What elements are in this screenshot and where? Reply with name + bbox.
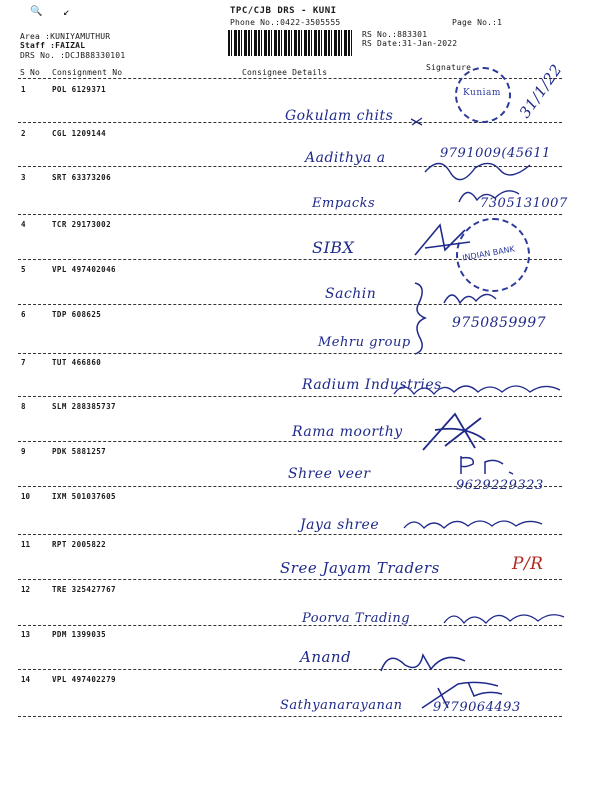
row-sno: 9: [21, 447, 26, 456]
row-consignment: RPT 2005822: [52, 540, 107, 549]
signature-scribble-7: [455, 452, 525, 480]
row-handwriting: Shree veer: [288, 466, 371, 482]
row-handwriting: Anand: [300, 648, 352, 666]
signature-date: 31/1/22: [515, 60, 566, 122]
row-handwriting: Gokulam chits: [285, 108, 394, 124]
page-number: Page No.:1: [452, 18, 503, 27]
row-consignment: SRT 63373206: [52, 173, 111, 182]
stamp-text: INDIAN BANK: [461, 244, 516, 263]
row-handwriting: Sachin: [325, 286, 377, 302]
row-divider: [18, 579, 562, 580]
col-consignment: Consignment No: [52, 68, 123, 77]
row-consignment: SLM 288385737: [52, 402, 116, 411]
signature-scribble-10: [375, 645, 475, 675]
signature-scribble-8: [400, 512, 550, 538]
row-consignment: TDP 608625: [52, 310, 102, 319]
row-consignment: TRE 325427767: [52, 585, 116, 594]
row-sno: 5: [21, 265, 26, 274]
rs-number: RS No.:883301: [362, 30, 428, 39]
barcode: [228, 30, 354, 56]
arrow-icon: ↙: [63, 5, 70, 18]
col-consignee: Consignee Details: [242, 68, 328, 77]
row-sno: 13: [21, 630, 31, 639]
signature-scribble-2: [455, 182, 525, 212]
drs-number: DRS No. :DCJB88330101: [20, 51, 126, 60]
row-handwriting: Jaya shree: [300, 517, 380, 533]
row-consignment: PDM 1399035: [52, 630, 107, 639]
row-sno: 10: [21, 492, 31, 501]
row-consignment: VPL 497402046: [52, 265, 116, 274]
signature-scribble-1: [420, 150, 540, 185]
row-handwriting: Empacks: [312, 196, 376, 211]
staff-label: Staff :FAIZAL: [20, 41, 86, 50]
brace-mark: [405, 278, 445, 358]
row-consignment: POL 6129371: [52, 85, 107, 94]
row-handwriting: Sree Jayam Traders: [280, 559, 440, 577]
row-consignment: IXM 501037605: [52, 492, 116, 501]
row-consignment: CGL 1209144: [52, 129, 107, 138]
row-handwriting-2: 7305131007: [480, 196, 568, 211]
col-sno: S No: [20, 68, 41, 77]
report-title: TPC/CJB DRS - KUNI: [230, 6, 337, 16]
row-consignment: PDK 5881257: [52, 447, 107, 456]
row-handwriting: Poorva Trading: [302, 611, 411, 626]
signature-scribble-5: [390, 376, 580, 404]
col-signature: Signature: [426, 63, 472, 72]
row-sno: 6: [21, 310, 26, 319]
row-sno: 14: [21, 675, 31, 684]
search-icon: 🔍: [30, 6, 43, 17]
row-sno: 7: [21, 358, 26, 367]
row-sno: 8: [21, 402, 26, 411]
row-divider: [18, 486, 562, 487]
row-handwriting: Radium Industries: [302, 377, 442, 393]
stamp-text: Kuniam: [463, 88, 501, 98]
signature-scribble-11: [418, 678, 508, 712]
row-handwriting-2: 9791009(45611: [440, 146, 551, 161]
row-divider: [18, 353, 562, 354]
row-handwriting: Mehru group: [318, 335, 411, 350]
tick-mark: [410, 111, 432, 121]
row-divider: [18, 716, 562, 717]
row-divider: [18, 214, 562, 215]
row-sno: 3: [21, 173, 26, 182]
signature-scribble-9: [440, 605, 570, 635]
area-label: Area :KUNIYAMUTHUR: [20, 32, 111, 41]
row-handwriting: Rama moorthy: [292, 424, 403, 440]
row-handwriting: Sathyanarayanan: [280, 698, 403, 713]
row-handwriting-2: 9779064493: [433, 700, 521, 715]
row-sno: 2: [21, 129, 26, 138]
row-sno: 4: [21, 220, 26, 229]
rs-date: RS Date:31-Jan-2022: [362, 39, 458, 48]
row-handwriting-2: 9750859997: [452, 315, 547, 331]
row-sno: 1: [21, 85, 26, 94]
signature-scribble-3: [410, 220, 480, 260]
signature-scribble-6: [415, 410, 495, 455]
row-handwriting-2: 9629229323: [456, 478, 544, 493]
row-consignment: TCR 29173002: [52, 220, 111, 229]
row-sno: 11: [21, 540, 31, 549]
stamp-kuniam: [455, 67, 511, 123]
row-handwriting-2: P/R: [512, 554, 544, 574]
row-handwriting: SIBX: [312, 238, 355, 257]
phone-number: Phone No.:0422-3505555: [230, 18, 341, 27]
row-handwriting: Aadithya a: [305, 150, 386, 166]
row-sno: 12: [21, 585, 31, 594]
signature-scribble-4: [440, 285, 500, 310]
row-divider: [18, 669, 562, 670]
row-consignment: TUT 466860: [52, 358, 102, 367]
row-consignment: VPL 497402279: [52, 675, 116, 684]
